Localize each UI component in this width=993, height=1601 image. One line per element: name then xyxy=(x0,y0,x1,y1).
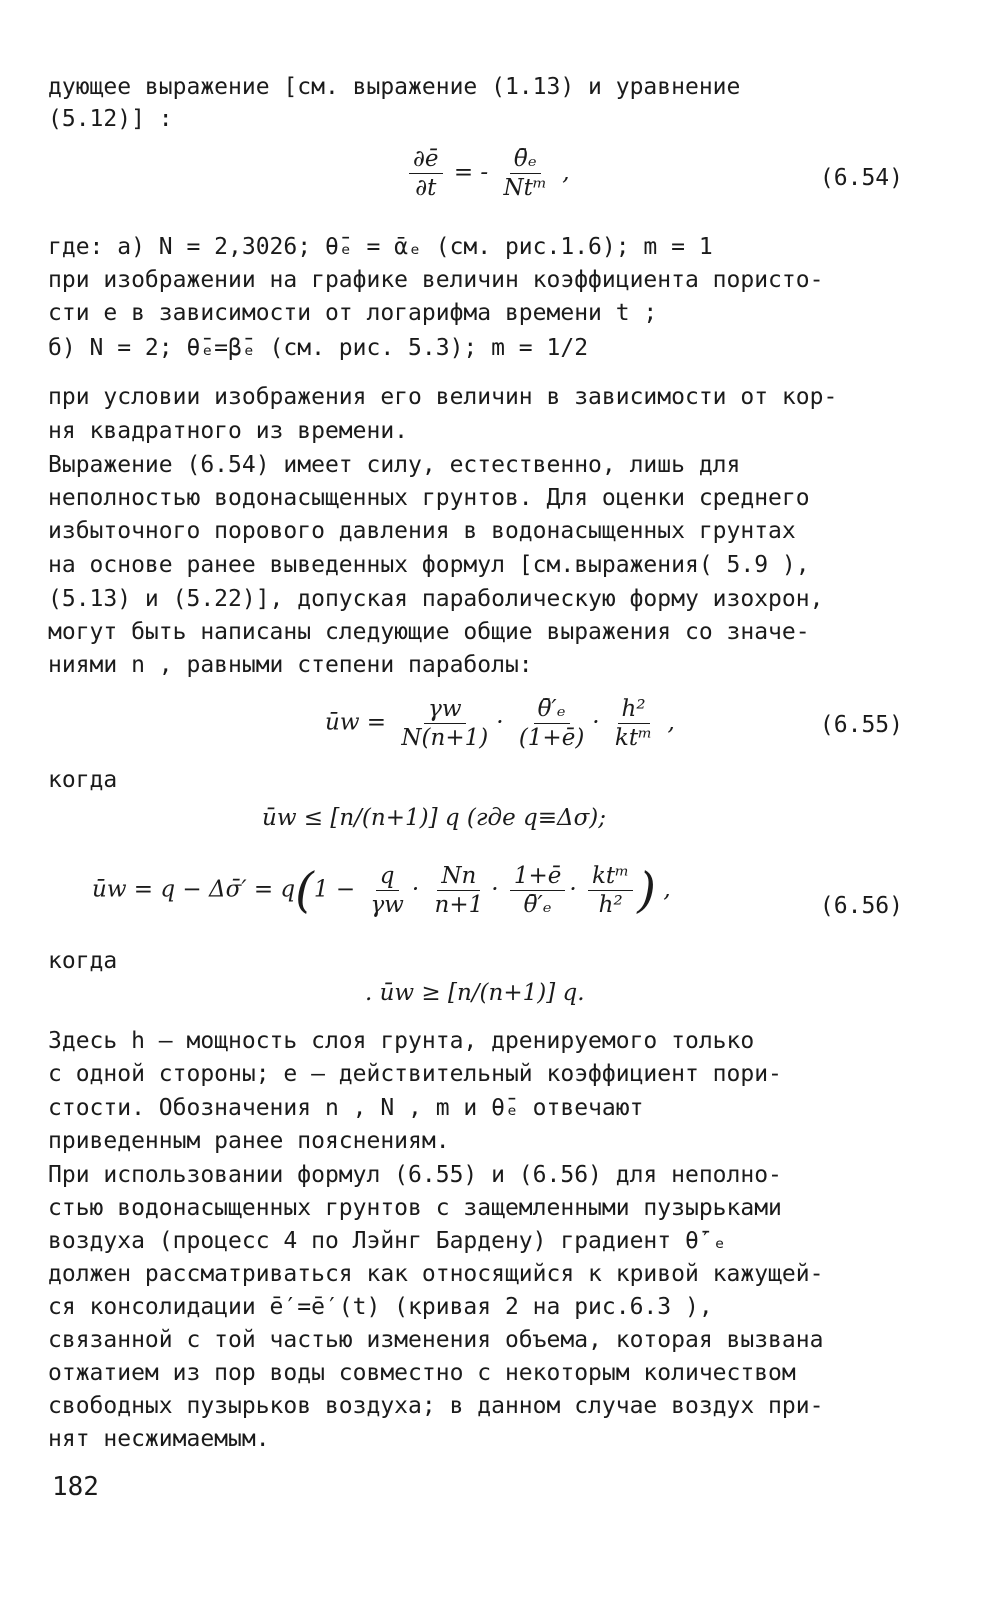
text-line: где: а) N = 2,3026; θ̄ₑ = ᾱₑ (см. рис.1.6); m = 1 xyxy=(48,234,713,260)
text-line: дующее выражение [см. выражение (1.13) и уравнение xyxy=(48,74,741,100)
page-number: 182 xyxy=(52,1472,99,1502)
text-line: ся консолидации ē′=ē′(t) (кривая 2 на рис.6.3 ), xyxy=(48,1294,713,1320)
text-line: должен рассматриваться как относящийся к кривой кажущей- xyxy=(48,1261,824,1287)
eq-rhs-denominator: Ntᵐ xyxy=(503,175,547,201)
equation-6-56: ūw = q − Δσ̄′ = q(1 − $\frac{q}{\gamma w}$ · $\frac{Nn}{n+1}$ · $\frac{1+ē}{\text{θ̄′ₑ}}$ · $\frac{\text{ktᵐ}}{\text{h²}}$ ) , xyxy=(92,862,671,919)
text-line: когда xyxy=(48,948,118,974)
eq-tail: , xyxy=(562,159,570,186)
text-line: ня квадратного из времени. xyxy=(48,418,409,444)
equation-number: (6.56) xyxy=(819,893,903,919)
eq-fraction-numerator: γw xyxy=(424,695,465,724)
text-line: свободных пузырьков воздуха; в данном случае воздух при- xyxy=(48,1393,824,1419)
eq-fraction-numerator: h² xyxy=(618,695,650,724)
text-line: Выражение (6.54) имеет силу, естественно, лишь для xyxy=(48,452,741,478)
eq-fraction-denominator: (1+ē) xyxy=(518,725,585,751)
eq-lhs-denominator: ∂t xyxy=(415,175,437,201)
text-line: приведенным ранее пояснениям. xyxy=(48,1128,450,1154)
text-line: когда xyxy=(48,767,118,793)
eq-sign: = - xyxy=(453,159,489,186)
text-line: стости. Обозначения n , N , m и θ̄ₑ отвечают xyxy=(48,1095,644,1121)
eq-one-minus: 1 − xyxy=(313,876,356,903)
text-line: стью водонасыщенных грунтов с защемленными пузырьками xyxy=(48,1195,782,1221)
text-line: (5.13) и (5.22)], допуская параболическую форму изохрон, xyxy=(48,586,824,612)
eq-fraction-numerator: Nn xyxy=(437,862,480,891)
text-line: отжатием из пор воды совместно с некоторым количеством xyxy=(48,1360,796,1386)
eq-fraction-numerator: q xyxy=(376,862,399,891)
eq-fraction-denominator: ktᵐ xyxy=(614,725,653,751)
equation-number: (6.55) xyxy=(819,712,903,738)
text-line: сти e в зависимости от логарифма времени t ; xyxy=(48,300,658,326)
text-line: ниями n , равными степени параболы: xyxy=(48,652,533,678)
text-line: при условии изображения его величин в зависимости от кор- xyxy=(48,384,838,410)
condition-2: . ūw ≥ [n/(n+1)] q. xyxy=(365,980,585,1006)
equation-number: (6.54) xyxy=(819,165,903,191)
text-line: нят несжимаемым. xyxy=(48,1426,270,1452)
text-line: могут быть написаны следующие общие выражения со значе- xyxy=(48,619,810,645)
eq-lhs-numerator: ∂ē xyxy=(409,145,443,174)
eq-lhs: ūw = q − Δσ̄′ = q xyxy=(92,876,296,903)
eq-fraction-denominator: N(n+1) xyxy=(401,725,489,751)
text-line: При использовании формул (6.55) и (6.56) для неполно- xyxy=(48,1162,782,1188)
equation-6-55: ūw = $\frac{\gamma w}{N(n+1)}$ · $\frac{\text{θ̄′ₑ}}{(1+ē)}$ · $\frac{\text{h²}}{\text{ktᵐ}}$ , xyxy=(325,696,675,751)
text-line: при изображении на графике величин коэффициента пористо- xyxy=(48,267,824,293)
eq-fraction-numerator: 1+ē xyxy=(510,862,566,891)
eq-tail: , xyxy=(663,876,671,903)
text-line: связанной с той частью изменения объема, которая вызвана xyxy=(48,1327,824,1353)
text-line: на основе ранее выведенных формул [см.выражения( 5.9 ), xyxy=(48,552,810,578)
equation-6-54 xyxy=(405,145,570,202)
condition-1: ūw ≤ [n/(n+1)] q (где q≡Δσ); xyxy=(262,805,607,831)
text-line: Здесь h – мощность слоя грунта, дренируемого только xyxy=(48,1028,755,1054)
eq-close-paren: ) xyxy=(637,862,657,919)
text-line: с одной стороны; e – действительный коэффициент пори- xyxy=(48,1061,782,1087)
eq-fraction-numerator: θ̄′ₑ xyxy=(534,695,570,724)
text-line: воздуха (процесс 4 по Лэйнг Бардену) градиент θ̄′ₑ xyxy=(48,1228,727,1254)
eq-rhs-numerator: θ̄ₑ xyxy=(510,145,541,174)
text-line: неполностью водонасыщенных грунтов. Для оценки среднего xyxy=(48,485,810,511)
eq-fraction-denominator: n+1 xyxy=(434,892,484,918)
eq-fraction-denominator: γw xyxy=(370,892,404,918)
eq-fraction-numerator: ktᵐ xyxy=(588,862,633,891)
eq-open-paren: ( xyxy=(295,862,314,919)
eq-fraction-denominator: θ̄′ₑ xyxy=(523,892,552,918)
eq-lhs: ūw = xyxy=(325,709,387,736)
text-line: избыточного порового давления в водонасыщенных грунтах xyxy=(48,518,796,544)
eq-fraction-denominator: h² xyxy=(598,892,623,918)
text-line: б) N = 2; θ̄ₑ=β̄ₑ (см. рис. 5.3); m = 1/2 xyxy=(48,335,589,361)
text-line: (5.12)] : xyxy=(48,106,173,132)
eq-tail: , xyxy=(667,709,675,736)
